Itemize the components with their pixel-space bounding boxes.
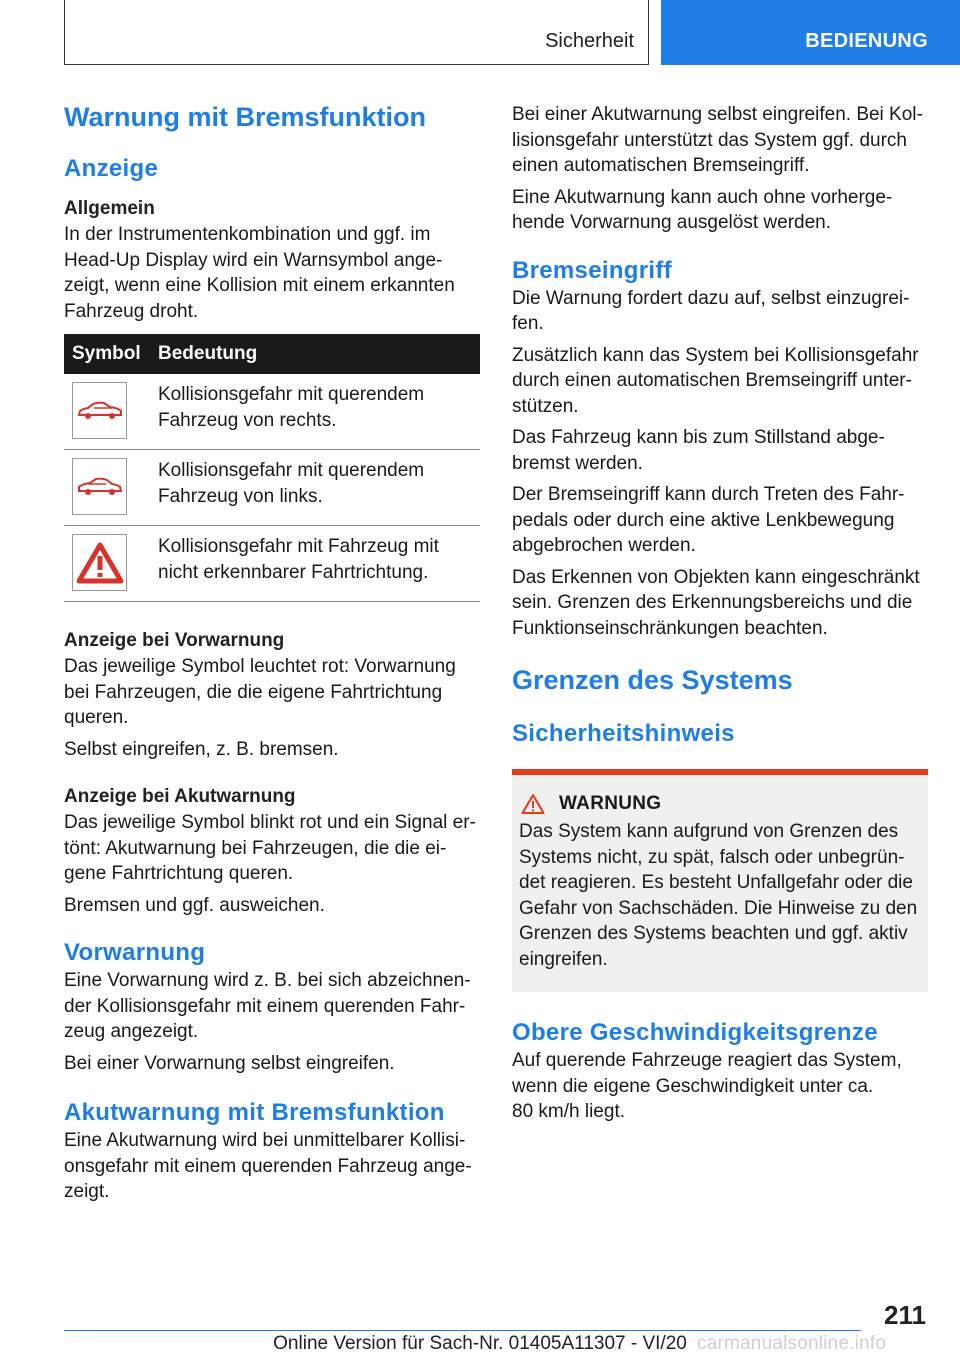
warning-triangle-icon — [72, 534, 127, 591]
text-line: Fahrzeug von links. — [158, 485, 323, 507]
footer-text: Online Version für Sach-Nr. 01405A11307 - VI/20 — [273, 1333, 687, 1354]
text-line: Kollisionsgefahr mit Fahrzeug mit — [158, 536, 439, 557]
table-row — [64, 374, 480, 450]
heading-allgemein: Allgemein — [64, 198, 155, 219]
paragraph-akut-cont — [512, 102, 928, 179]
symbol-cell — [64, 526, 152, 602]
heading-anzeige: Anzeige — [64, 155, 159, 182]
text-line: Fahrzeug droht. — [64, 300, 199, 322]
text-line: Kollisionsgefahr mit querendem — [158, 460, 425, 481]
paragraph-vorwarnung-action: Selbst eingreifen, z. B. bremsen. — [64, 738, 339, 760]
text-line: Head-Up Display wird ein Warnsymbol ange- — [64, 249, 443, 271]
warning-text — [519, 819, 920, 972]
text-line: stützen. — [512, 395, 579, 417]
paragraph-bremseingriff-4 — [512, 482, 928, 559]
text-line: Grenzen des Systems beachten und ggf. aktiv — [519, 923, 908, 944]
text-line: Auf querende Fahrzeuge reagiert das System, — [512, 1050, 902, 1071]
warning-box — [512, 769, 928, 992]
text-line: Das Erkennen von Objekten kann eingeschränkt — [512, 566, 920, 588]
text-line: lisionsgefahr unterstützt das System ggf. durch — [512, 129, 907, 151]
text-line: wenn die eigene Geschwindigkeit unter ca. — [512, 1075, 874, 1097]
paragraph-allgemein — [64, 222, 480, 324]
text-line: Das jeweilige Symbol leuchtet rot: Vorwarnung — [64, 656, 456, 677]
text-line: zeigt. — [64, 1181, 110, 1202]
paragraph-bremseingriff-2 — [512, 343, 928, 420]
text-line: Eine Akutwarnung wird bei unmittelbarer Kollisi- — [64, 1130, 466, 1151]
text-line: Gefahr von Sachschäden. Die Hinweise zu den — [519, 897, 918, 919]
col-symbol-header: Symbol — [64, 334, 152, 374]
heading-geschwindigkeit: Obere Geschwindigkeitsgrenze — [512, 1019, 878, 1046]
paragraph-akut-cont2 — [512, 185, 928, 236]
heading-akutwarnung: Akutwarnung mit Bremsfunktion — [64, 1099, 445, 1126]
text-line: In der Instrumentenkombination und ggf. im — [64, 224, 431, 245]
text-line: bei Fahrzeugen, die die eigene Fahrtrichtung — [64, 681, 443, 703]
text-line: zeigt, wenn eine Kollision mit einem erkannten — [64, 275, 455, 296]
text-line: zeug angezeigt. — [64, 1021, 199, 1042]
text-line: gene Fahrtrichtung queren. — [64, 863, 294, 884]
left-column — [64, 100, 480, 1205]
text-line: Eine Vorwarnung wird z. B. bei sich abzeichnen- — [64, 970, 471, 991]
symbol-cell — [64, 450, 152, 526]
header-section-label: Sicherheit — [545, 30, 634, 52]
header-chapter-label: BEDIENUNG — [805, 30, 928, 52]
paragraph-bremseingriff-5 — [512, 565, 928, 642]
text-line: sein. Grenzen des Erkennungsbereichs und die — [512, 592, 913, 613]
footer-divider — [64, 1330, 861, 1331]
paragraph-geschwindigkeit — [512, 1048, 928, 1125]
text-line: queren. — [64, 707, 129, 728]
meaning-cell — [152, 450, 480, 526]
heading-bremseingriff: Bremseingriff — [512, 256, 672, 284]
text-line: Kollisionsgefahr mit querendem — [158, 384, 425, 405]
paragraph-vorwarnung-anzeige — [64, 654, 480, 731]
text-line: abgebrochen werden. — [512, 535, 696, 556]
text-line: bremst werden. — [512, 452, 643, 474]
text-line: durch einen automatischen Bremseingriff unter- — [512, 370, 912, 391]
text-line: fen. — [512, 313, 544, 334]
text-line: Funktionseinschränkungen beachten. — [512, 617, 828, 639]
symbol-table — [64, 334, 480, 602]
heading-vorwarnung: Vorwarnung — [64, 939, 206, 966]
text-line: pedals oder durch eine aktive Lenkbewegung — [512, 509, 895, 531]
car-right-icon — [72, 382, 127, 439]
warning-label: WARNUNG — [559, 793, 662, 814]
text-line: eingreifen. — [519, 948, 608, 970]
warning-icon — [521, 793, 545, 815]
meaning-cell — [152, 526, 480, 602]
text-line: Das Fahrzeug kann bis zum Stillstand abge- — [512, 427, 885, 448]
heading-grenzen: Grenzen des Systems — [512, 665, 793, 695]
heading-akut-anzeige: Anzeige bei Akutwarnung — [64, 786, 296, 807]
text-line: 80 km/h liegt. — [512, 1101, 625, 1122]
text-line: Das System kann aufgrund von Grenzen des — [519, 821, 899, 842]
right-column — [512, 100, 928, 1125]
paragraph-vorwarnung — [64, 968, 480, 1045]
text-line: Fahrzeug von rechts. — [158, 409, 337, 431]
text-line: tönt: Akutwarnung bei Fahrzeugen, die die ei- — [64, 837, 447, 859]
text-line: Das jeweilige Symbol blinkt rot und ein Signal er- — [64, 812, 476, 833]
header-chapter-tab — [661, 0, 960, 65]
text-line: Bei einer Akutwarnung selbst eingreifen. Bei Kol- — [512, 104, 923, 125]
paragraph-akut-anzeige — [64, 810, 480, 887]
symbol-cell — [64, 374, 152, 450]
header-section-tab — [64, 0, 649, 65]
paragraph-bremseingriff-3 — [512, 425, 928, 476]
text-line: einen automatischen Bremseingriff. — [512, 155, 810, 176]
paragraph-vorwarnung-action2: Bei einer Vorwarnung selbst eingreifen. — [64, 1052, 395, 1074]
paragraph-akut-action: Bremsen und ggf. ausweichen. — [64, 894, 325, 916]
watermark: carmanualsonline.info — [697, 1333, 887, 1354]
text-line: hende Vorwarnung ausgelöst werden. — [512, 212, 832, 233]
symbol-table-header — [64, 334, 480, 374]
col-meaning-header: Bedeutung — [152, 334, 480, 374]
text-line: der Kollisionsgefahr mit einem querenden Fahr- — [64, 995, 466, 1017]
car-left-icon — [72, 458, 127, 515]
text-line: onsgefahr mit einem querenden Fahrzeug ange- — [64, 1155, 472, 1177]
text-line: Der Bremseingriff kann durch Treten des Fahr- — [512, 484, 905, 505]
table-row — [64, 526, 480, 602]
meaning-cell — [152, 374, 480, 450]
text-line: Systems nicht, zu spät, falsch oder unbegrün- — [519, 846, 905, 868]
table-row — [64, 450, 480, 526]
text-line: det reagieren. Es besteht Unfallgefahr oder die — [519, 872, 913, 893]
text-line: Die Warnung fordert dazu auf, selbst einzugrei- — [512, 287, 910, 309]
text-line: Zusätzlich kann das System bei Kollisionsgefahr — [512, 344, 919, 366]
text-line: Eine Akutwarnung kann auch ohne vorherge- — [512, 186, 893, 208]
heading-sicherheitshinweis: Sicherheitshinweis — [512, 720, 735, 747]
text-line: nicht erkennbarer Fahrtrichtung. — [158, 561, 429, 583]
paragraph-akutwarnung — [64, 1128, 480, 1205]
heading-vorwarnung-anzeige: Anzeige bei Vorwarnung — [64, 630, 285, 651]
warning-title — [521, 793, 920, 815]
page-number: 211 — [884, 1300, 926, 1330]
page-title: Warnung mit Bremsfunktion — [64, 102, 426, 132]
paragraph-bremseingriff-1 — [512, 286, 928, 337]
